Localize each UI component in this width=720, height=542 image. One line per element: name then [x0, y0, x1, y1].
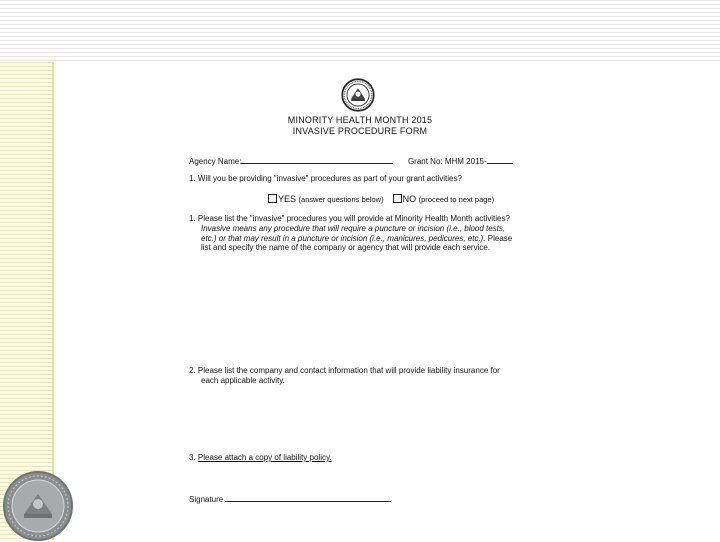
question-1b-line3 — [201, 234, 512, 243]
question-1b-line3-italic: etc.) or that may result in a puncture or incision (i.e., manicures, pedicures, etc.). — [201, 234, 486, 243]
no-checkbox[interactable] — [393, 194, 402, 203]
department-seal-icon — [2, 470, 74, 542]
yes-no-row — [268, 194, 494, 204]
agency-label: Agency Name: — [189, 157, 242, 166]
signature-field[interactable] — [225, 493, 391, 502]
form-title: MINORITY HEALTH MONTH 2015 — [287, 115, 433, 125]
question-1b-line1: 1. Please list the "invasive" procedures you will provide at Minority Health Month activities? — [189, 214, 510, 223]
question-1b-line3-end: Please — [485, 234, 513, 243]
question-2-line1: 2. Please list the company and contact information that will provide liability insurance for — [189, 366, 500, 375]
yes-note: (answer questions below) — [298, 195, 384, 204]
question-3-number: 3. — [189, 453, 198, 462]
header-stripes — [0, 0, 720, 62]
grant-number-field[interactable] — [487, 155, 513, 164]
signature-row — [189, 493, 391, 504]
state-seal-icon — [341, 78, 375, 112]
left-stripes — [0, 62, 54, 540]
question-3-text: Please attach a copy of liability policy. — [197, 453, 332, 462]
yes-checkbox[interactable] — [268, 194, 277, 203]
question-1: 1. Will you be providing "invasive" procedures as part of your grant activities? — [189, 174, 462, 183]
signature-label: Signature — [189, 495, 224, 504]
question-2-line2: each applicable activity. — [201, 376, 285, 385]
grant-label: Grant No: MHM 2015- — [407, 157, 487, 166]
agency-name-field[interactable] — [241, 155, 393, 164]
no-label: NO — [402, 194, 417, 204]
question-1b-line4: list and specify the name of the company or agency that will provide each service. — [201, 243, 491, 252]
question-3 — [189, 453, 332, 462]
question-1b-line2: Invasive means any procedure that will require a puncture or incision (i.e., blood tests, — [201, 224, 506, 233]
form-subtitle: INVASIVE PROCEDURE FORM — [292, 126, 428, 136]
agency-row — [189, 155, 513, 166]
yes-label: YES — [278, 194, 297, 204]
no-note: (proceed to next page) — [418, 195, 495, 204]
